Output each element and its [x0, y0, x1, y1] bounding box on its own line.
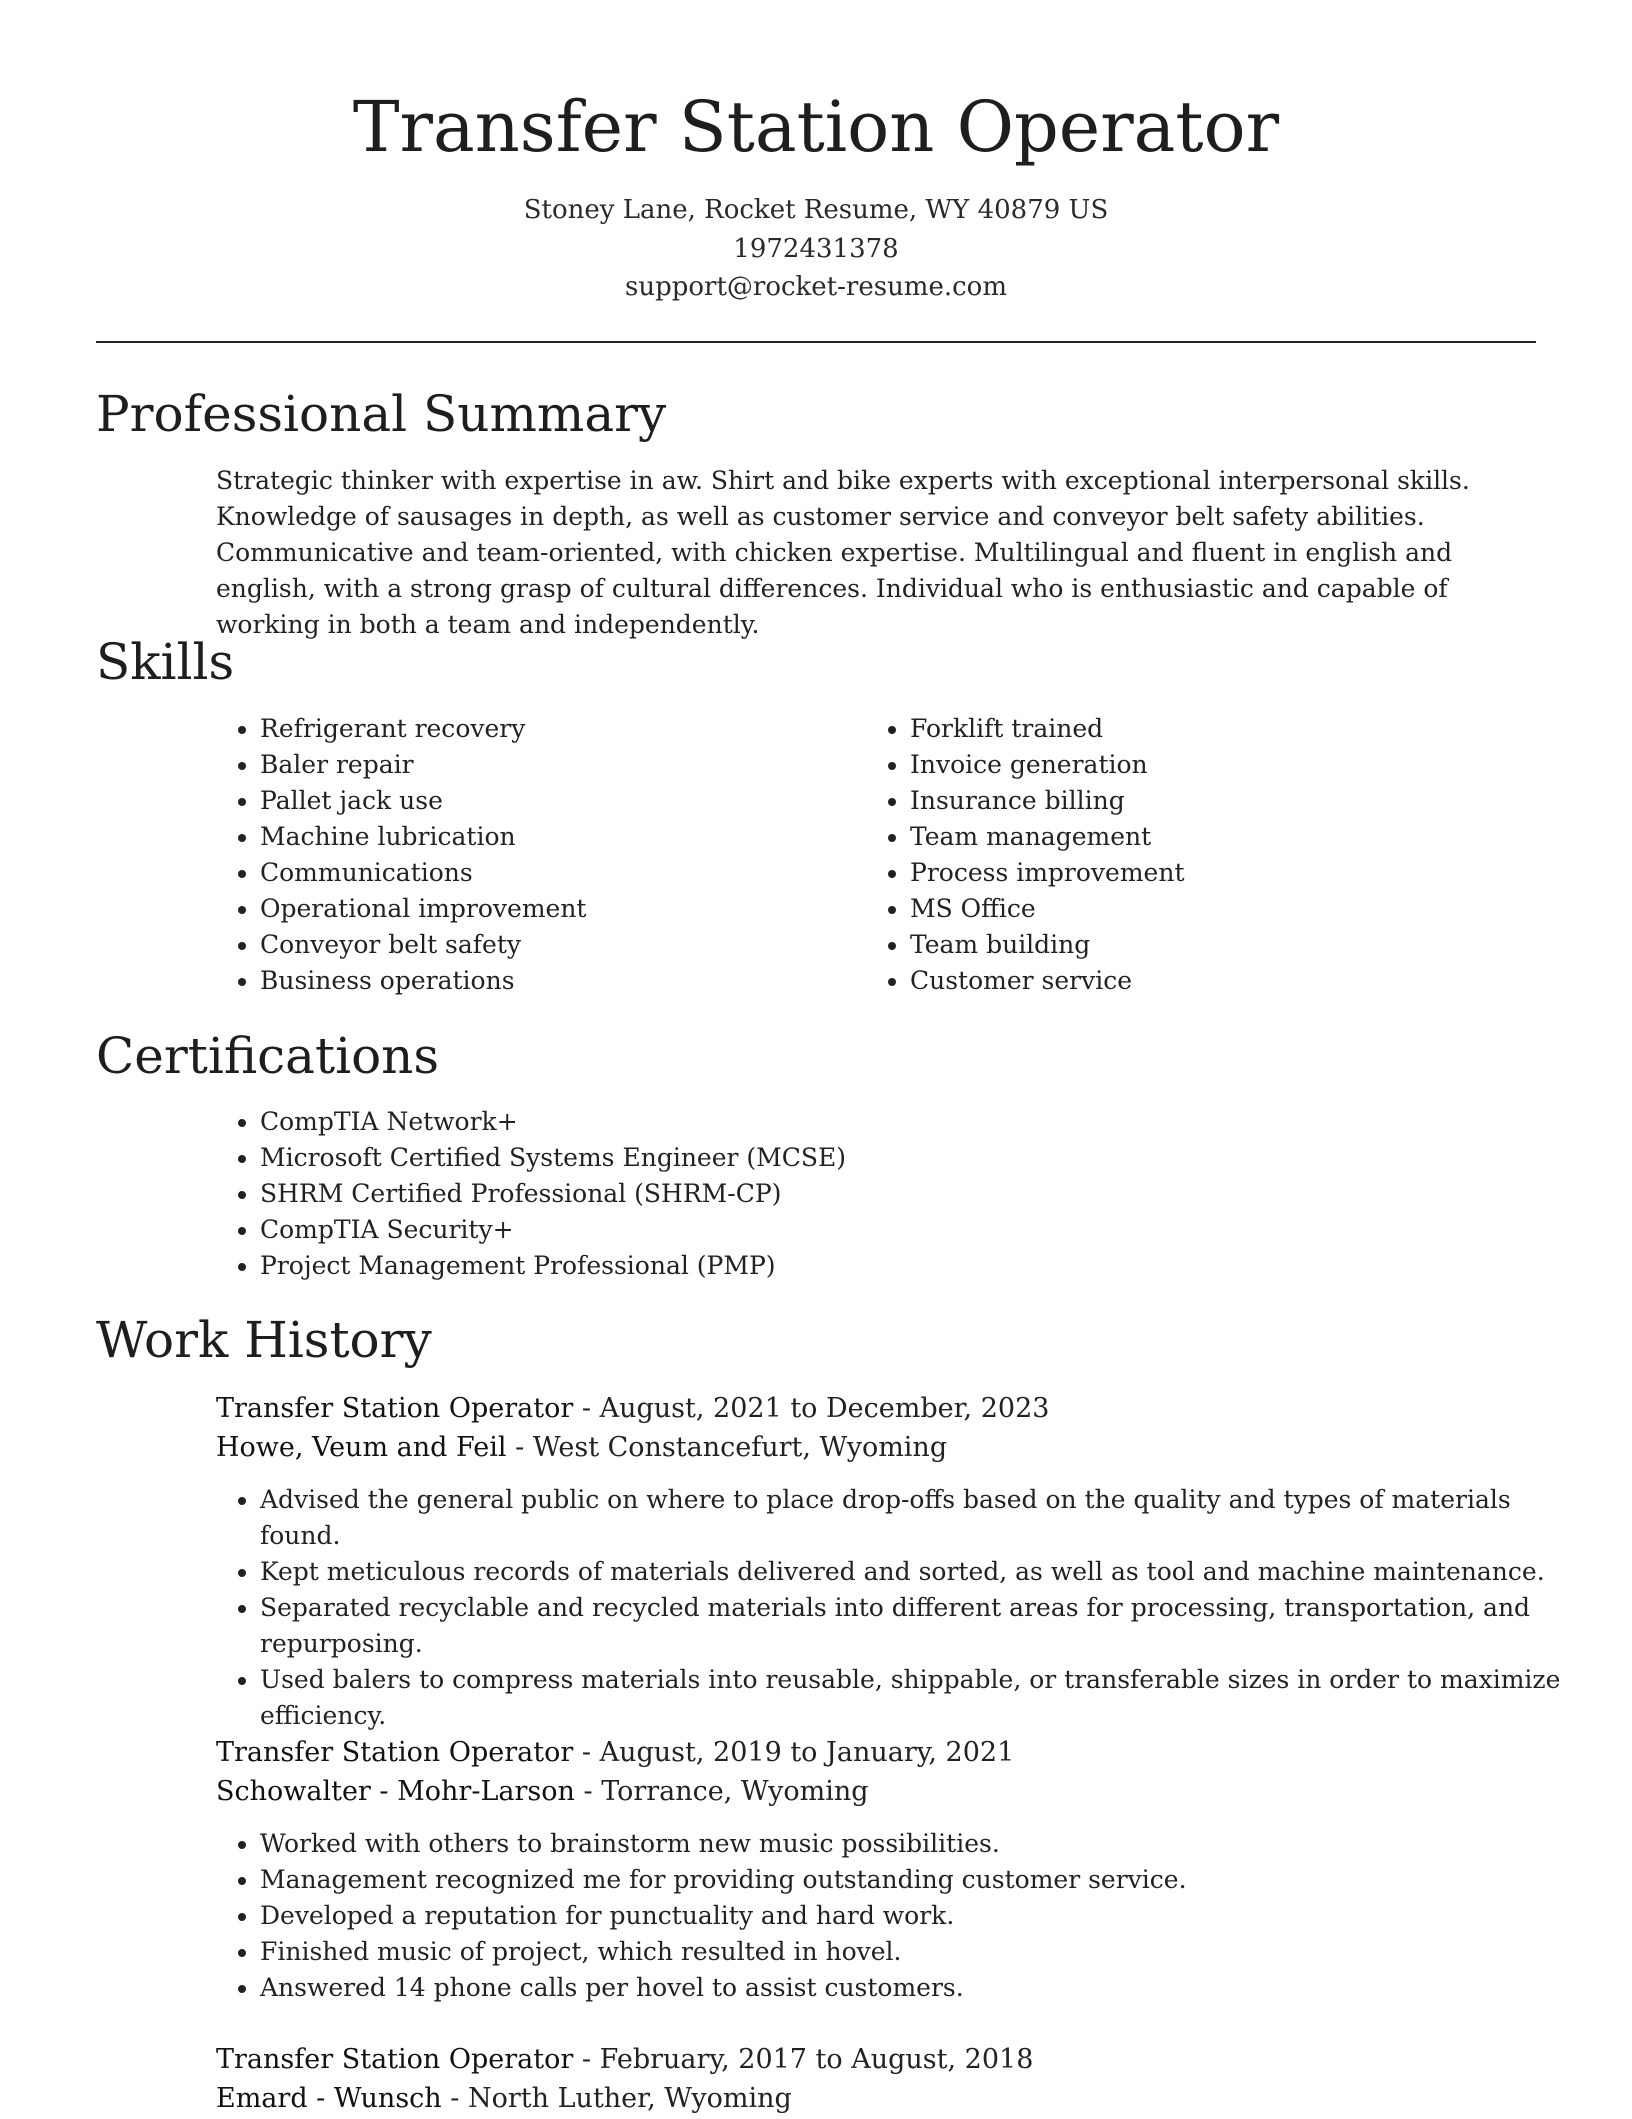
skills-list-left	[216, 711, 860, 999]
job-role: Transfer Station Operator	[216, 1737, 574, 1768]
job-separator: -	[583, 1776, 602, 1807]
job-company: Schowalter - Mohr-Larson	[216, 1776, 575, 1807]
summary-heading: Professional Summary	[96, 385, 667, 443]
certification-item: • CompTIA Network+	[260, 1104, 1560, 1140]
skill-item: • Pallet jack use	[260, 783, 860, 819]
job-dates: August, 2021 to December, 2023	[599, 1393, 1050, 1424]
job-role: Transfer Station Operator	[216, 2044, 574, 2075]
contact-phone: 1972431378	[733, 234, 899, 264]
certifications-list	[216, 1104, 1560, 1284]
job-company-line	[216, 2079, 792, 2119]
contact-email: support@rocket-resume.com	[624, 272, 1007, 302]
resume-name: Transfer Station Operator	[352, 86, 1280, 168]
skills-list-right	[866, 711, 1570, 999]
skill-item: • Team management	[910, 819, 1570, 855]
skills-heading: Skills	[96, 633, 235, 691]
work-history-heading: Work History	[96, 1311, 432, 1369]
job-location: Torrance, Wyoming	[601, 1776, 869, 1807]
job-company: Emard - Wunsch	[216, 2083, 442, 2114]
job-dates: February, 2017 to August, 2018	[599, 2044, 1034, 2075]
job-title-line	[216, 1389, 1049, 1429]
skill-item: • Business operations	[260, 963, 860, 999]
job-duty-item: • Separated recyclable and recycled materials into different areas for processing, transportation, and repurposing.	[260, 1590, 1580, 1662]
skill-item: • Invoice generation	[910, 747, 1570, 783]
job-separator: -	[581, 1737, 600, 1768]
skill-item: • Baler repair	[260, 747, 860, 783]
skill-item: • MS Office	[910, 891, 1570, 927]
skill-item: • Insurance billing	[910, 783, 1570, 819]
certifications-heading: Certifications	[96, 1027, 440, 1085]
job-role: Transfer Station Operator	[216, 1393, 574, 1424]
summary-text: Strategic thinker with expertise in aw. Shirt and bike experts with exceptional interpersonal skills. Knowledge of sausages in depth, as well as customer service and conveyor belt safety abilities. Communicative and team-oriented, with chicken expertise. Multilingual and fluent in english and english, with a strong grasp of cultural differences. Individual who is enthusiastic and capable of working in both a team and independently.	[216, 466, 1470, 639]
job-duty-item: • Answered 14 phone calls per hovel to assist customers.	[260, 1970, 1580, 2006]
skill-item: • Customer service	[910, 963, 1570, 999]
job-company-line	[216, 1428, 947, 1468]
job-separator: -	[515, 1432, 533, 1463]
job-location: North Luther, Wyoming	[468, 2083, 792, 2114]
job-duty-item: • Worked with others to brainstorm new music possibilities.	[260, 1826, 1580, 1862]
skill-item: • Team building	[910, 927, 1570, 963]
job-duty-item: • Used balers to compress materials into reusable, shippable, or transferable sizes in order to maximize efficiency.	[260, 1662, 1580, 1734]
skill-item: • Machine lubrication	[260, 819, 860, 855]
job-duty-item: • Developed a reputation for punctuality and hard work.	[260, 1898, 1580, 1934]
job-duty-item: • Advised the general public on where to place drop-offs based on the quality and types of materials found.	[260, 1482, 1580, 1554]
job-duty-item: • Kept meticulous records of materials delivered and sorted, as well as tool and machine maintenance.	[260, 1554, 1580, 1590]
job-company-line	[216, 1772, 869, 1812]
skill-item: • Process improvement	[910, 855, 1570, 891]
job-title-line	[216, 1733, 1014, 1773]
job-company: Howe, Veum and Feil	[216, 1432, 507, 1463]
job-title-line	[216, 2040, 1033, 2080]
certification-item: • CompTIA Security+	[260, 1212, 1560, 1248]
skill-item: • Conveyor belt safety	[260, 927, 860, 963]
job-duty-item: • Finished music of project, which resulted in hovel.	[260, 1934, 1580, 1970]
contact-address: Stoney Lane, Rocket Resume, WY 40879 US	[523, 195, 1109, 225]
job-separator: -	[581, 2044, 600, 2075]
job-separator: -	[581, 1393, 600, 1424]
job-duties-list	[216, 1482, 1580, 1734]
certification-item: • Microsoft Certified Systems Engineer (MCSE)	[260, 1140, 1560, 1176]
job-duty-item: • Management recognized me for providing outstanding customer service.	[260, 1862, 1580, 1898]
skill-item: • Communications	[260, 855, 860, 891]
job-dates: August, 2019 to January, 2021	[599, 1737, 1015, 1768]
header-divider	[96, 341, 1536, 343]
skill-item: • Operational improvement	[260, 891, 860, 927]
job-duties-list	[216, 1826, 1580, 2006]
certification-item: • SHRM Certified Professional (SHRM-CP)	[260, 1176, 1560, 1212]
certification-item: • Project Management Professional (PMP)	[260, 1248, 1560, 1284]
job-location: West Constancefurt, Wyoming	[532, 1432, 948, 1463]
skill-item: • Forklift trained	[910, 711, 1570, 747]
skill-item: • Refrigerant recovery	[260, 711, 860, 747]
job-separator: -	[450, 2083, 469, 2114]
